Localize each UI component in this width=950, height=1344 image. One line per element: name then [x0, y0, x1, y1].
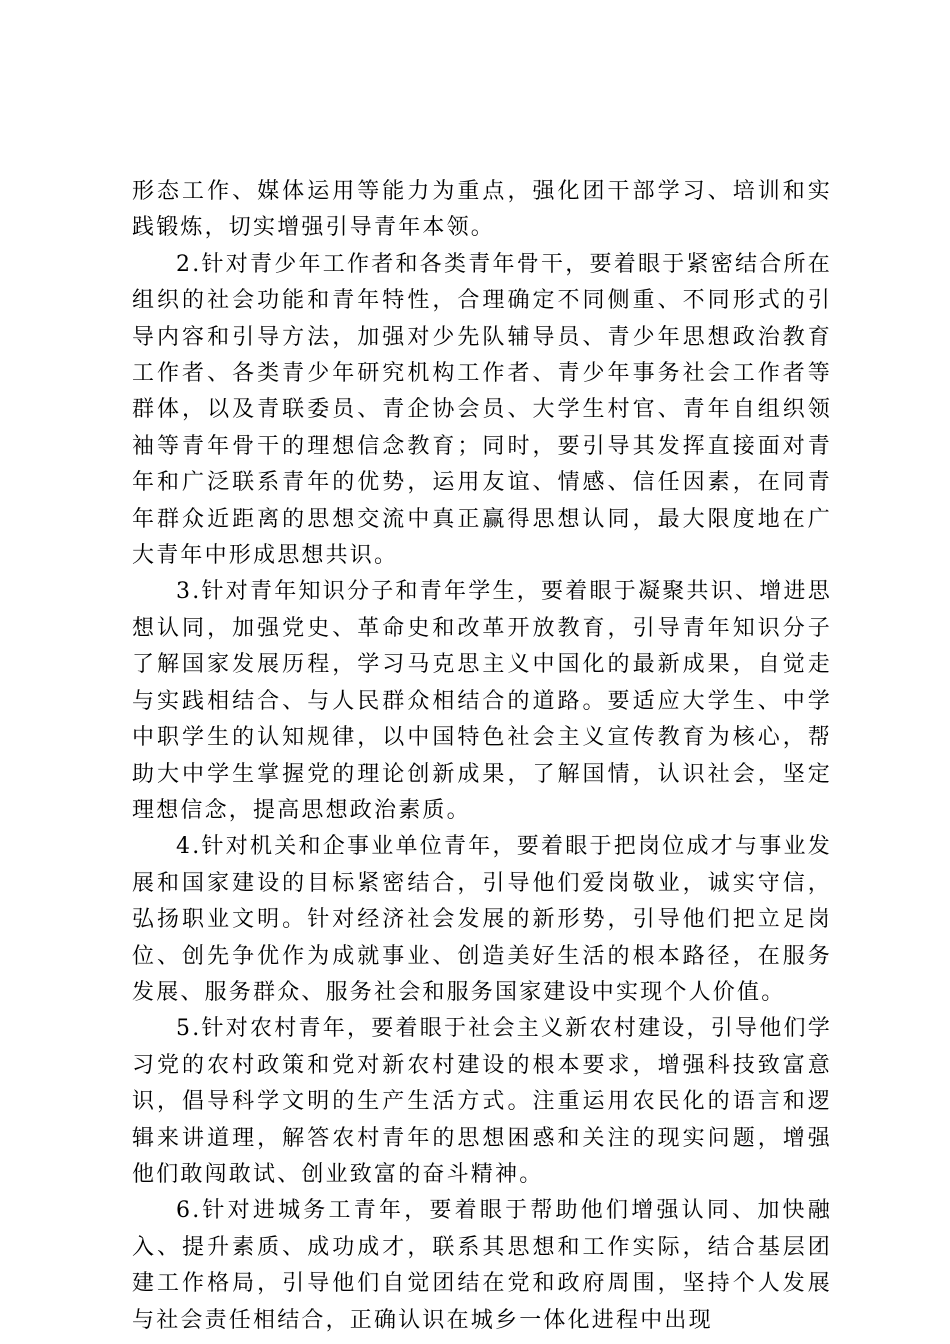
- document-page: [132, 174, 832, 1339]
- paragraph-continuation: 形态工作、媒体运用等能力为重点，强化团干部学习、培训和实践锻炼，切实增强引导青年本领。: [132, 179, 832, 241]
- paragraph-item-5: 5.针对农村青年，要着眼于社会主义新农村建设，引导他们学习党的农村政策和党对新农村建设的根本要求，增强科技致富意识，倡导科学文明的生产生活方式。注重运用农民化的语言和逻辑来讲道理，解答农村青年的思想困惑和关注的现实问题，增强他们敢闯敢试、创业致富的奋斗精神。: [132, 1016, 832, 1187]
- paragraph-item-6: 6.针对进城务工青年，要着眼于帮助他们增强认同、加快融入、提升素质、成功成才，联系其思想和工作实际，结合基层团建工作格局，引导他们自觉团结在党和政府周围，坚持个人发展与社会责任相结合，正确认识在城乡一体化进程中出现: [132, 1198, 832, 1333]
- paragraph-item-2: 2.针对青少年工作者和各类青年骨干，要着眼于紧密结合所在组织的社会功能和青年特性，合理确定不同侧重、不同形式的引导内容和引导方法，加强对少先队辅导员、青少年思想政治教育工作者、各类青少年研究机构工作者、青少年事务社会工作者等群体，以及青联委员、青企协会员、大学生村官、青年自组织领袖等青年骨干的理想信念教育；同时，要引导其发挥直接面对青年和广泛联系青年的优势，运用友谊、情感、信任因素，在同青年群众近距离的思想交流中真正赢得思想认同，最大限度地在广大青年中形成思想共识。: [132, 251, 832, 569]
- paragraph-item-4: 4.针对机关和企事业单位青年，要着眼于把岗位成才与事业发展和国家建设的目标紧密结合，引导他们爱岗敬业，诚实守信，弘扬职业文明。针对经济社会发展的新形势，引导他们把立足岗位、创先争优作为成就事业、创造美好生活的根本路径，在服务发展、服务群众、服务社会和服务国家建设中实现个人价值。: [132, 834, 832, 1005]
- paragraph-item-3: 3.针对青年知识分子和青年学生，要着眼于凝聚共识、增进思想认同，加强党史、革命史和改革开放教育，引导青年知识分子了解国家发展历程，学习马克思主义中国化的最新成果，自觉走与实践相结合、与人民群众相结合的道路。要适应大学生、中学中职学生的认知规律，以中国特色社会主义宣传教育为核心，帮助大中学生掌握党的理论创新成果，了解国情，认识社会，坚定理想信念，提高思想政治素质。: [132, 579, 832, 823]
